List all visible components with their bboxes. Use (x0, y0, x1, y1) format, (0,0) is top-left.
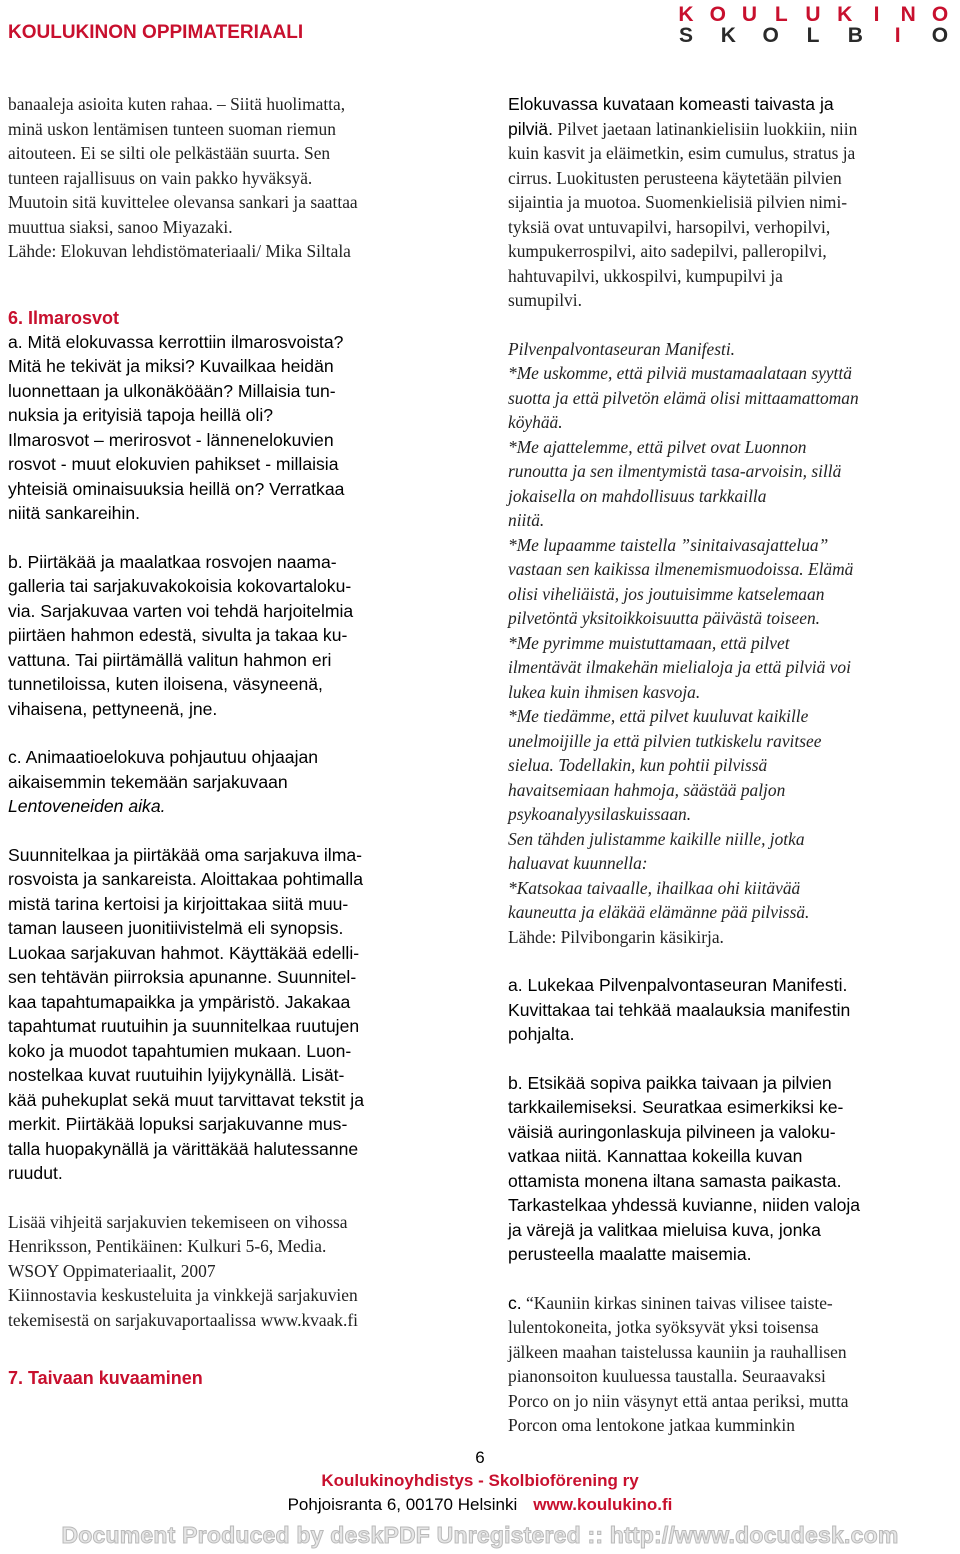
text-line: Tarkastelkaa yhdessä kuvianne, niiden valoja (508, 1195, 861, 1215)
text-line: a. Lukekaa Pilvenpalvontaseuran Manifesti. (508, 975, 848, 995)
task-c (508, 1291, 944, 1438)
text-line: minä uskon lentämisen tunteen suoman riemun (8, 118, 336, 139)
text-line: köyhää. (508, 412, 563, 432)
text-line: vatkaa niitä. Kannattaa kokeilla kuvan (508, 1146, 803, 1166)
text-line: lukea kuin ihmisen kasvoja. (508, 681, 701, 702)
text-line: banaaleja asioita kuten rahaa. – Siitä huolimatta, (8, 94, 346, 114)
text-line: vastaan sen kaikissa ilmenemismuodoissa. Elämä (508, 559, 854, 579)
text-line: *Katsokaa taivaalle, ihailkaa ohi kiitävää (508, 877, 801, 898)
logo-letter: K (720, 24, 736, 47)
logo-letter: L (774, 3, 788, 26)
text-line: *Me ajattelemme, että pilvet ovat Luonnon (508, 436, 807, 457)
footer-website-link[interactable]: www.koulukino.fi (533, 1495, 673, 1514)
text-line: c. Animaatioelokuva pohjautuu ohjaajan (8, 747, 319, 767)
text-line: tunteen rajallisuus on vain pakko hyväksyä. (8, 167, 313, 188)
text-line: Kiinnostavia keskusteluita ja vinkkejä sarjakuvien (8, 1285, 358, 1305)
text-line: a. Mitä elokuvassa kerrottiin ilmarosvoista? (8, 331, 344, 352)
text-line: jokaisella on mahdollisuus tarkkailla (508, 485, 767, 506)
text-line: cirrus. Luokitusten perusteena käytetään pilvien (508, 167, 842, 188)
text-span: “Kauniin kirkas sininen taivas vilisee taiste- (521, 1292, 833, 1313)
text-span: Pilvet jaetaan latinankielisiin luokkiin, niin (552, 118, 858, 139)
text-line: suotta ja että pilvetön elämä olisi mittaamattoman (508, 387, 859, 408)
text-line: niitä sankareihin. (8, 503, 141, 523)
cloud-manifesto (508, 337, 944, 925)
section-7-heading: 7. Taivaan kuvaaminen (8, 1368, 203, 1388)
text-line: Ilmarosvot – merirosvot - lännenelokuvien (8, 429, 334, 450)
text-line: b. Etsikää sopiva paikka taivaan ja pilvien (508, 1072, 832, 1093)
comic-title: Lentoveneiden aika. (8, 796, 166, 816)
text-line: ruudut. (8, 1163, 63, 1183)
text-line: *Me pyrimme muistuttamaan, että pilvet (508, 632, 790, 653)
logo-letter: U (805, 3, 821, 26)
text-line: havaitsemiaan hahmoja, säästää paljon (508, 779, 786, 800)
text-line: Kuvittakaa tai tehkää maalauksia manifestin (508, 999, 851, 1020)
text-line: koko ja muodot tapahtumien mukaan. Luon- (8, 1040, 352, 1061)
text-line: rosvoista ja sankareista. Aloittakaa pohtimalla (8, 869, 363, 889)
footer-organization: Koulukinoyhdistys - Skolbioförening ry (321, 1471, 639, 1490)
text-line: ottamista monena iltana samasta paikasta. (508, 1170, 842, 1191)
koulukino-logo (672, 4, 954, 46)
text-line: sen tehtävän piirroksia apunanne. Suunnitel- (8, 967, 357, 987)
text-line: mistä tarina kertoisi ja kirjoittakaa siitä muu- (8, 893, 349, 914)
logo-letter: K (837, 3, 853, 26)
text-line: aikaisemmin tekemään sarjakuvaan (8, 771, 288, 792)
text-line: sijaintia ja muotoa. Suomenkielisiä pilvien nimi- (508, 192, 848, 212)
logo-top-row (672, 4, 954, 25)
section-6b (8, 550, 448, 722)
task-a (508, 973, 944, 1047)
task-c-label: c. (508, 1292, 522, 1313)
logo-letter: U (741, 3, 758, 26)
logo-letter: B (847, 24, 863, 47)
logo-letter: L (806, 24, 820, 47)
text-line: pianonsoiton kuuluessa taustalla. Seuraavaksi (508, 1366, 826, 1386)
text-line: vihaisena, pettyneenä, jne. (8, 698, 218, 719)
text-line: Lisää vihjeitä sarjakuvien tekemiseen on vihossa (8, 1211, 348, 1232)
pdf-watermark: Document Produced by deskPDF Unregistered :: http://www.docudesk.com (61, 1522, 899, 1548)
text-line: niitä. (508, 510, 545, 530)
text-line: aitouteen. Ei se silti ole pelkästään suurta. Sen (8, 143, 331, 163)
text-line: Porco on jo niin väsynyt että antaa periksi, mutta (508, 1390, 849, 1411)
comic-plan (8, 843, 448, 1186)
text-line: via. Sarjakuvaa varten voi tehdä harjoitelmia (8, 600, 354, 621)
text-line: kää puhekuplat sekä muut tarvittavat tekstit ja (8, 1089, 364, 1110)
text-line: ja värejä ja valitkaa mieluisa kuva, jonka (508, 1219, 821, 1240)
section-6-heading: 6. Ilmarosvot (8, 307, 120, 328)
text-line: kaa tapahtumapaikka ja ympäristö. Jakakaa (8, 991, 351, 1012)
logo-letter: I (894, 24, 901, 47)
text-line: nostelkaa kuvat ruutuihin lyijykynällä. Lisät- (8, 1065, 345, 1085)
text-line: haluavat kuunnella: (508, 853, 648, 873)
left-column (8, 92, 448, 1390)
text-line: kuin kasvit ja eläimetkin, esim cumulus, stratus ja (508, 143, 856, 163)
text-line: jälkeen maahan taistelussa kauniin ja rauhallisen (508, 1341, 847, 1362)
text-line: perusteella maalatte maisemia. (508, 1244, 752, 1264)
text-line: tunnetiloissa, kuten iloisena, väsyneenä, (8, 674, 323, 694)
source-line: Lähde: Pilvibongarin käsikirja. (508, 926, 724, 947)
text-line: *Me lupaamme taistella ”sinitaivasajattelua” (508, 534, 829, 555)
logo-bottom-row (672, 25, 954, 46)
interview-intro (8, 92, 448, 264)
footer-address-line (0, 1495, 960, 1515)
text-line: Porcon oma lentokone jatkaa kumminkin (508, 1415, 795, 1435)
text-line: WSOY Oppimateriaalit, 2007 (8, 1260, 216, 1281)
more-tips (8, 1210, 448, 1333)
text-line: luonnettaan ja ulkonäköään? Millaisia tun- (8, 380, 336, 401)
sky-intro (508, 92, 944, 313)
text-line: Muutoin sitä kuvittelee olevansa sankari ja saattaa (8, 192, 358, 212)
text-line: unelmoijille ja että pilvien tutkiskelu ravitsee (508, 730, 822, 751)
text-line: pohjalta. (508, 1024, 575, 1044)
text-line: runoutta ja sen ilmentymistä tasa-arvoisin, sillä (508, 461, 842, 481)
text-line: galleria tai sarjakuvakokoisia kokovartaloku- (8, 576, 352, 596)
text-line: rosvot - muut elokuvien pahikset - millaisia (8, 454, 339, 474)
text-line: tyksiä ovat untuvapilvi, harsopilvi, verhopilvi, (508, 216, 831, 237)
text-line: väisiä auringonlaskuja pilvineen ja valoku- (508, 1121, 836, 1142)
text-line: taman lauseen juonitiivistelmä eli synopsis. (8, 918, 344, 938)
logo-letter: O (931, 24, 949, 47)
text-line: olisi viheliäistä, jos joutuisimme katselemaan (508, 583, 825, 604)
logo-letter: O (762, 24, 779, 47)
text-line: Henriksson, Pentikäinen: Kulkuri 5-6, Media. (8, 1236, 327, 1256)
text-line: *Me uskomme, että pilviä mustamaalataan syyttä (508, 363, 852, 383)
text-line: tekemisestä on sarjakuvaportaalissa www.kvaak.fi (8, 1309, 358, 1330)
text-span: pilviä. (508, 118, 553, 139)
task-b (508, 1071, 944, 1267)
text-line: vattuna. Tai piirtämällä valitun hahmon eri (8, 649, 332, 670)
right-column (508, 92, 944, 1438)
text-line: tarkkailemiseksi. Seuratkaa esimerkiksi ke- (508, 1097, 844, 1117)
section-6c (8, 745, 448, 819)
logo-letter: I (873, 3, 880, 26)
logo-letter: N (900, 3, 916, 26)
text-line: nuksia ja erityisiä tapoja heillä oli? (8, 405, 274, 425)
document-title: KOULUKINON OPPIMATERIAALI (8, 22, 304, 43)
logo-letter: S (678, 24, 693, 47)
text-line: Suunnitelkaa ja piirtäkää oma sarjakuva ilma- (8, 844, 363, 865)
logo-letter: K (678, 3, 694, 26)
text-line: Mitä he tekivät ja miksi? Kuvailkaa heidän (8, 356, 334, 376)
text-line: kumpukerrospilvi, aito sadepilvi, palleropilvi, (508, 241, 827, 261)
text-line: tapahtumat ruutuihin ja suunnitelkaa ruutujen (8, 1016, 360, 1036)
footer-address: Pohjoisranta 6, 00170 Helsinki (287, 1495, 518, 1514)
text-line: Luokaa sarjakuvan hahmot. Käyttäkää edelli- (8, 942, 360, 963)
text-line: psykoanalyysilaskuissaan. (508, 804, 692, 824)
text-line: muuttua siaksi, sanoo Miyazaki. (8, 216, 233, 237)
text-line: lulentokoneita, jotka syöksyvät yksi toisensa (508, 1317, 819, 1337)
text-line: kauneutta ja eläkää elämänne pää pilvissä. (508, 902, 810, 922)
text-line: piirtäen hahmon edestä, sivulta ja takaa ku- (8, 625, 348, 645)
text-line: sielua. Todellakin, kun pohtii pilvissä (508, 755, 768, 775)
text-line: merkit. Piirtäkää lopuksi sarjakuvanne mus- (8, 1114, 348, 1134)
text-line: yhteisiä ominaisuuksia heillä on? Verratkaa (8, 478, 345, 499)
section-6a (8, 330, 448, 526)
text-line: ilmentävät ilmakehän mielialoja ja että pilviä voi (508, 657, 851, 677)
text-line: talla huopakynällä ja värittäkää halutessanne (8, 1138, 359, 1159)
text-line: b. Piirtäkää ja maalatkaa rosvojen naama- (8, 551, 337, 572)
logo-letter: O (709, 3, 726, 26)
page-number: 6 (475, 1448, 485, 1467)
manifesto-title: Pilvenpalvontaseuran Manifesti. (508, 338, 736, 359)
text-line: Sen tähden julistamme kaikille niille, jotka (508, 828, 805, 849)
text-line: sumupilvi. (508, 290, 582, 310)
logo-letter: O (931, 3, 949, 26)
text-line: *Me tiedämme, että pilvet kuuluvat kaikille (508, 706, 809, 726)
text-line: pilvetöntä yksitoikkoisuutta päivästä toiseen. (508, 608, 821, 628)
text-line: Elokuvassa kuvataan komeasti taivasta ja (508, 94, 834, 114)
text-line: hahtuvapilvi, ukkospilvi, kumpupilvi ja (508, 265, 783, 286)
source-line: Lähde: Elokuvan lehdistömateriaali/ Mika Siltala (8, 241, 351, 261)
